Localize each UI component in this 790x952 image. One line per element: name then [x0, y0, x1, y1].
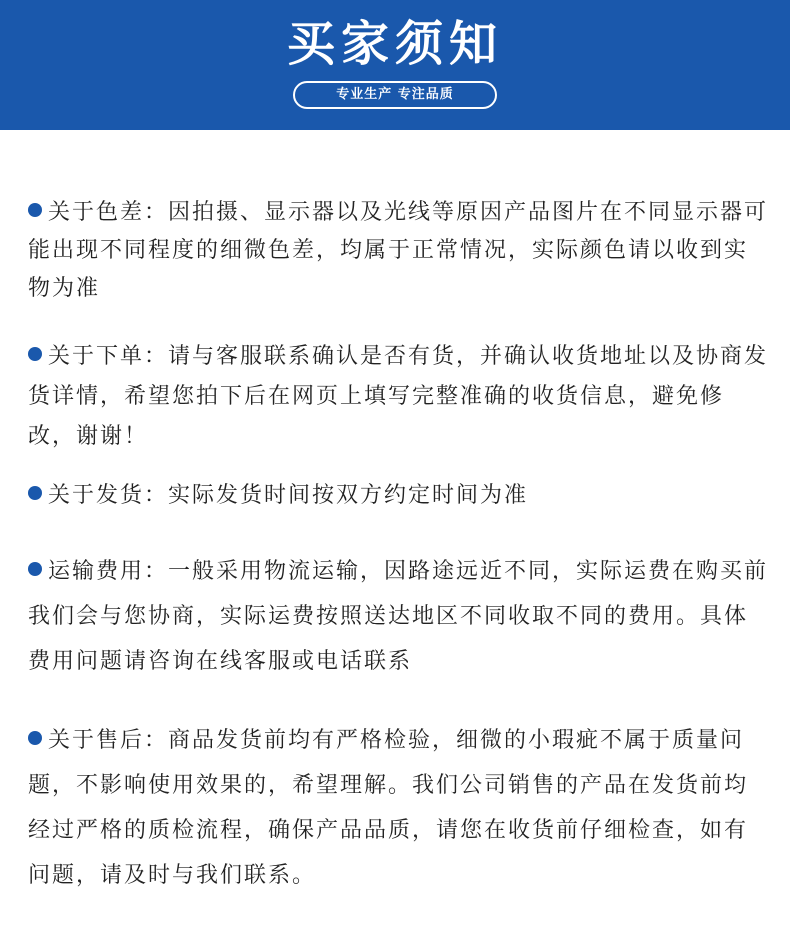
notice-freight-cost	[28, 549, 768, 684]
notice-text: 关于发货：实际发货时间按双方约定时间为准	[48, 483, 529, 508]
blue-dot-icon	[28, 347, 42, 361]
notice-color-difference	[28, 194, 768, 308]
notice-text: 运输费用：一般采用物流运输，因路途远近不同，实际运费在购买前我们会与您协商，实际运费按照送达地区不同收取不同的费用。具体费用问题请咨询在线客服或电话联系	[28, 559, 769, 674]
notice-shipping	[28, 477, 768, 515]
blue-dot-icon	[28, 203, 42, 217]
notice-text: 关于售后：商品发货前均有严格检验，细微的小瑕疵不属于质量问题，不影响使用效果的，希望理解。我们公司销售的产品在发货前均经过严格的质检流程，确保产品品质，请您在收货前仔细检查，如有问题，请及时与我们联系。	[28, 728, 749, 888]
blue-dot-icon	[28, 486, 42, 500]
notice-after-sales	[28, 718, 768, 898]
subtitle-badge: 专业生产 专注品质	[293, 81, 497, 109]
page-title: 买家须知	[286, 16, 503, 72]
blue-dot-icon	[28, 562, 42, 576]
notice-ordering	[28, 337, 768, 457]
header-banner	[0, 0, 790, 130]
blue-dot-icon	[28, 731, 42, 745]
notice-text: 关于色差：因拍摄、显示器以及光线等原因产品图片在不同显示器可能出现不同程度的细微色差，均属于正常情况，实际颜色请以收到实物为准	[28, 200, 769, 301]
notice-text: 关于下单：请与客服联系确认是否有货，并确认收货地址以及协商发货详情，希望您拍下后在网页上填写完整准确的收货信息，避免修改，谢谢！	[28, 344, 769, 449]
